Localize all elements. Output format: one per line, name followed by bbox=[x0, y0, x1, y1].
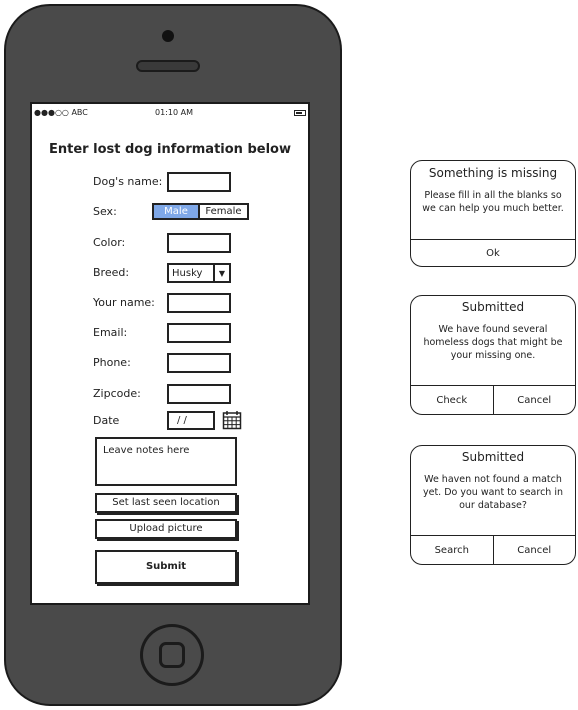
found-dogs-dialog bbox=[410, 295, 576, 415]
dialog-title: Submitted bbox=[461, 450, 525, 464]
home-button-square bbox=[159, 642, 185, 668]
sex-toggle bbox=[152, 203, 249, 220]
your-name-input[interactable] bbox=[167, 293, 231, 313]
email-label: Email: bbox=[93, 326, 128, 339]
dog-name-label: Dog's name: bbox=[93, 175, 163, 188]
dialog-title: Submitted bbox=[461, 300, 525, 314]
email-input[interactable] bbox=[167, 323, 231, 343]
clock: 01:10 AM bbox=[155, 108, 193, 117]
date-label: Date bbox=[93, 414, 120, 427]
dialog-message: We haven not found a match yet. Do you want to search in our database? bbox=[422, 474, 563, 511]
calendar-icon[interactable] bbox=[222, 410, 242, 430]
zipcode-input[interactable] bbox=[167, 384, 231, 404]
breed-select[interactable] bbox=[167, 263, 231, 283]
check-button[interactable]: Check bbox=[436, 394, 468, 406]
dialog-message: We have found several homeless dogs that might be your missing one. bbox=[423, 324, 563, 361]
sex-male-option[interactable]: Male bbox=[154, 205, 200, 218]
set-location-button[interactable]: Set last seen location bbox=[95, 493, 237, 513]
upload-picture-button[interactable]: Upload picture bbox=[95, 519, 237, 539]
your-name-label: Your name: bbox=[93, 296, 155, 309]
sex-female-option[interactable]: Female bbox=[205, 206, 242, 217]
missing-info-dialog bbox=[410, 160, 576, 267]
carrier-label: ●●●○○ ABC bbox=[34, 108, 88, 117]
camera-icon bbox=[162, 30, 174, 42]
date-input[interactable]: / / bbox=[167, 411, 215, 430]
submit-button[interactable]: Submit bbox=[95, 550, 237, 584]
cancel-button[interactable]: Cancel bbox=[493, 386, 576, 414]
dialog-footer bbox=[411, 385, 575, 414]
dropdown-arrow-icon: ▼ bbox=[213, 265, 229, 281]
battery-icon bbox=[294, 110, 306, 116]
ok-button[interactable]: Ok bbox=[486, 247, 500, 259]
dialog-footer bbox=[411, 239, 575, 266]
sex-label: Sex: bbox=[93, 205, 117, 218]
color-input[interactable] bbox=[167, 233, 231, 253]
zipcode-label: Zipcode: bbox=[93, 387, 141, 400]
phone-label: Phone: bbox=[93, 356, 131, 369]
breed-value: Husky bbox=[172, 267, 203, 279]
breed-label: Breed: bbox=[93, 266, 130, 279]
no-match-dialog bbox=[410, 445, 576, 565]
dialog-title: Something is missing bbox=[428, 166, 558, 180]
search-button[interactable]: Search bbox=[434, 544, 469, 556]
dialog-message: Please fill in all the blanks so we can help you much better. bbox=[422, 190, 564, 214]
home-button-icon[interactable] bbox=[140, 624, 204, 686]
phone-input[interactable] bbox=[167, 353, 231, 373]
dialog-footer bbox=[411, 535, 575, 564]
dog-name-input[interactable] bbox=[167, 172, 231, 192]
page-title: Enter lost dog information below bbox=[49, 142, 291, 157]
notes-textarea[interactable]: Leave notes here bbox=[95, 437, 237, 486]
speaker-icon bbox=[136, 60, 200, 72]
cancel-button[interactable]: Cancel bbox=[493, 536, 576, 564]
color-label: Color: bbox=[93, 236, 126, 249]
